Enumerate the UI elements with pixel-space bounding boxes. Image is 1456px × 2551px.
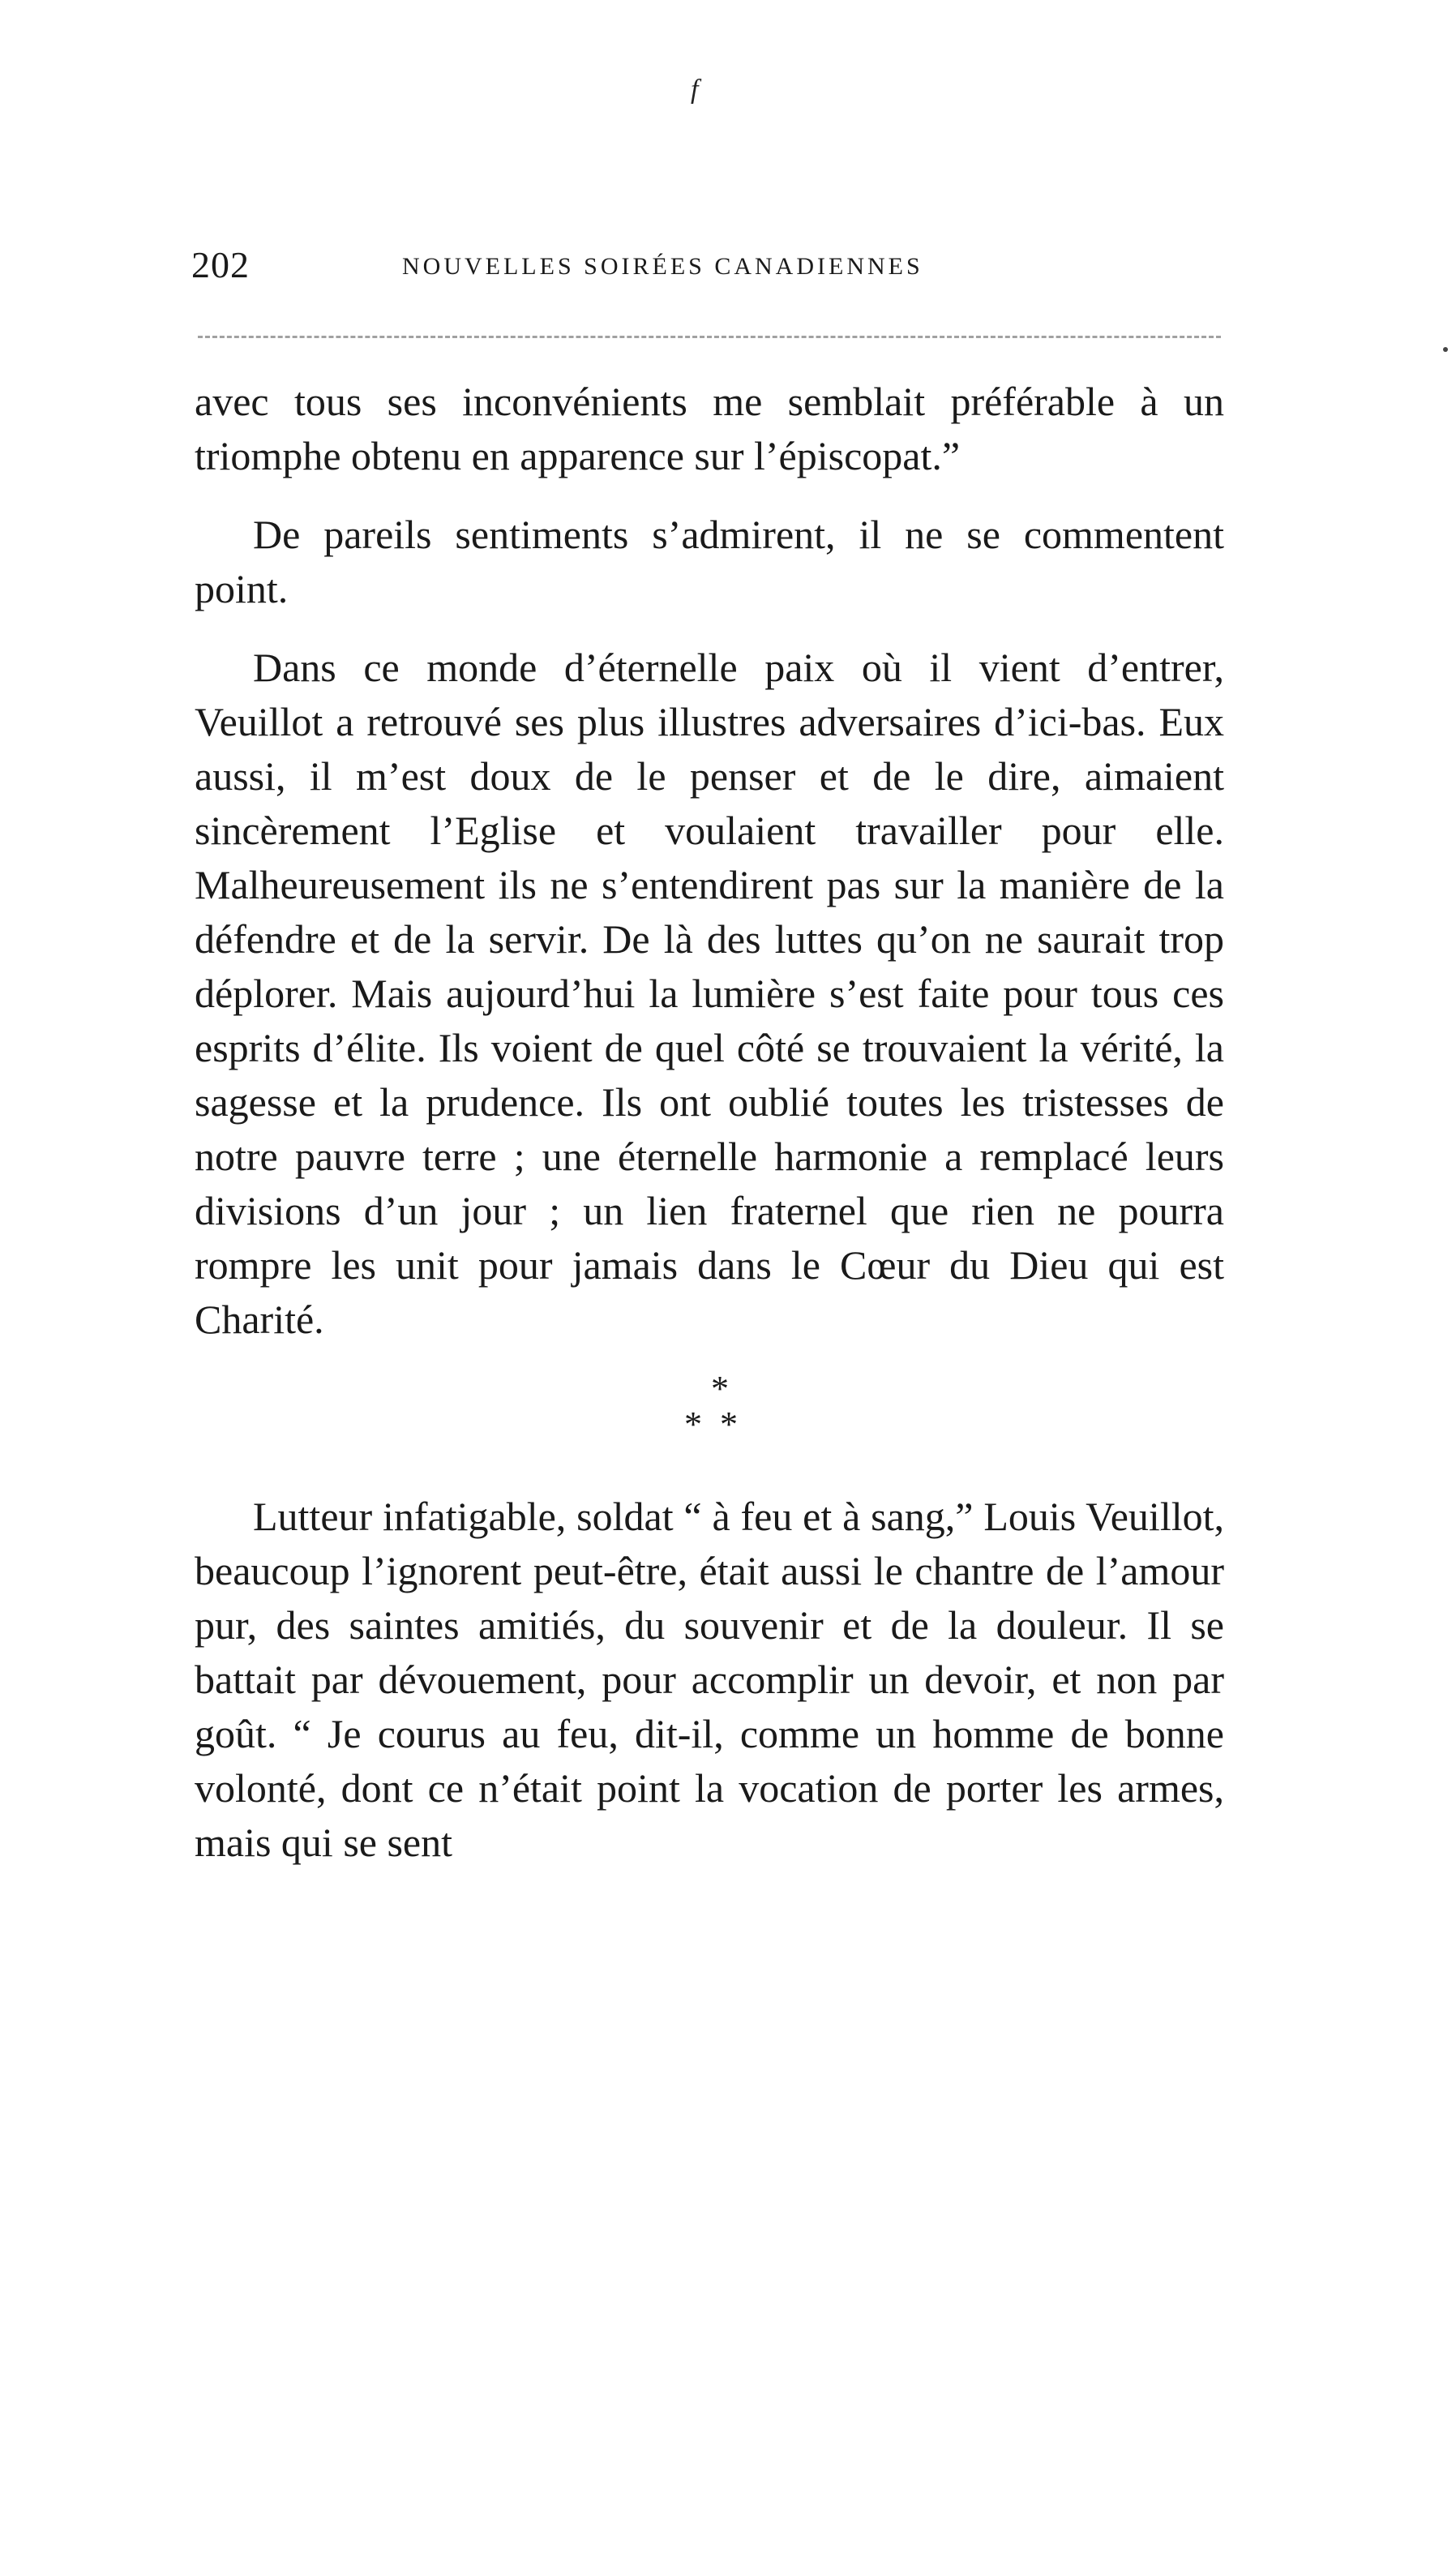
margin-speck — [1443, 347, 1448, 352]
body-text — [195, 375, 1224, 1894]
running-title: NOUVELLES SOIRÉES CANADIENNES — [402, 253, 923, 280]
header-rule — [198, 336, 1221, 338]
paragraph: Dans ce monde d’éternelle paix où il vient d’entrer, Veuillot a retrouvé ses plus illustres adversaires d’ici-bas. Eux aussi, il m’est doux de le penser et de le dire, aimaient sincèrement l’Eglise et voulaient travailler pour elle. Malheureusement ils ne s’entendirent pas sur la manière de la défendre et de la servir. De là des luttes qu’on ne saurait trop déplorer. Mais aujourd’hui la lumière s’est faite pour tous ces esprits d’élite. Ils voient de quel côté se trouvaient la vérité, la sagesse et la prudence. Ils ont oublié toutes les tristesses de notre pauvre terre ; une éternelle harmonie a remplacé leurs divisions d’un jour ; un lien fraternel que rien ne pourra rompre les unit pour jamais dans le Cœur du Dieu qui est Charité. — [195, 645, 1224, 1342]
asterism-separator — [195, 1371, 1224, 1443]
asterism-top: * — [711, 1369, 729, 1408]
paragraph: Lutteur infatigable, soldat “ à feu et à sang,” Louis Veuillot, beaucoup l’ignorent peut-être, était aussi le chantre de l’amour pur, des saintes amitiés, du souvenir et de la douleur. Il se battait par dévouement, pour accomplir un devoir, et non par goût. “ Je courus au feu, dit-il, comme un homme de bonne volonté, dont ce n’était point la vocation de porter les armes, mais qui se sent — [195, 1494, 1224, 1865]
page-number: 202 — [191, 244, 250, 285]
asterism-bottom: ** — [684, 1404, 756, 1444]
paragraph: De pareils sentiments s’admirent, il ne se commentent point. — [195, 512, 1224, 611]
page-header — [191, 243, 1221, 292]
paragraph-continued: avec tous ses inconvénients me semblait préférable à un triomphe obtenu en apparence sur l’épiscopat.” — [195, 379, 1224, 478]
top-margin-mark: f — [691, 75, 699, 105]
